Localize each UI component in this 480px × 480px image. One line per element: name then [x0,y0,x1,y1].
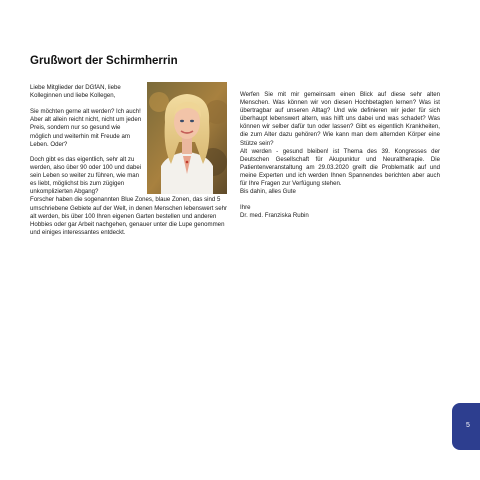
closing-line: Bis dahin, alles Gute [240,188,296,196]
page-number-tab [452,403,480,450]
signoff-text: Ihre [240,204,251,212]
intro-paragraph: Sie möchten gerne alt werden? Ich auch! Aber alt allein reicht nicht, nicht um jeden Preis, sondern nur so gesund wie möglich und weiterhin mit Freude am Leben. Oder? [30,108,142,148]
signature-name: Dr. med. Franziska Rubin [240,212,309,220]
lower-left-column [30,156,230,237]
right-column [240,91,440,221]
intro-column [30,84,142,149]
page-number: 5 [466,422,470,429]
salutation-paragraph: Liebe Mitglieder der DGfAN, liebe Kolleginnen und liebe Kollegen, [30,84,121,100]
blue-zones-paragraph: Forscher haben die sogenannten Blue Zones, blaue Zonen, das sind 5 umschriebene Gebiete auf der Welt, in denen Menschen lebenswert sehr alt werden, bis über 100 Ihren eigenen Garten bestellen und anderen Hobbies oder gar Arbeit nachgehen, genauer unter die Lupe genommen und einiges interessantes entdeckt. [30,196,228,236]
page-heading: Grußwort der Schirmherrin [30,55,178,67]
body-paragraph: Alt werden - gesund bleiben! ist Thema des 39. Kongresses der Deutschen Gesellschaft für Akupunktur und Neuraltherapie. Die Patientenveranstaltung am 29.03.2020 greift die Problematik auf und meine Experten und ich werden Ihnen Spannendes berichten aber auch für Ihre Fragen zur Verfügung stehen. [240,147,440,188]
question-paragraph: Doch gibt es das eigentlich, sehr alt zu werden, also über 90 oder 100 und dabei sein Leben so weiter zu führen, wie man es liebt, möglichst bis zum zügigen unkomplizierten Abgang? [30,156,142,196]
body-paragraph: Werfen Sie mit mir gemeinsam einen Blick auf diese sehr alten Menschen. Was können wir von diesen Hochbetagten lernen? Was ist übertragbar auf unseren Alltag? Und wie definieren wir jeder für sich überhaupt lebenswert altern, was hilft uns dabei und was schadet? Was können wir selber dafür tun oder lassen? Gibt es eigentlich Krankheiten, die zum Alter dazu gehören? Wie kann man dem alternden Körper eine Stütze sein? [240,91,440,147]
